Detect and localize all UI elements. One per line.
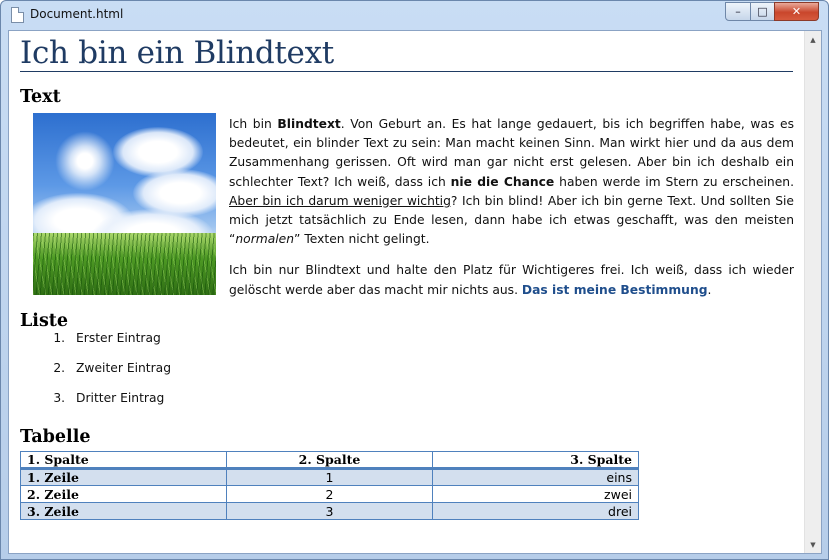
table-row <box>21 486 639 503</box>
table-cell: 2 <box>227 486 433 503</box>
document-content <box>9 31 805 553</box>
sun <box>55 131 115 191</box>
page-title: Ich bin ein Blindtext <box>20 35 793 72</box>
table-cell: 3. Zeile <box>21 503 227 520</box>
bold-text: Blindtext <box>277 117 341 131</box>
table-cell: 2. Zeile <box>21 486 227 503</box>
window-title: Document.html <box>30 7 124 21</box>
highlight-text: Das ist meine Bestimmung <box>521 282 708 297</box>
text-run: . Von Geburt an. Es hat lange gedauert, bis ich begriffen habe, was es bedeutet, ein blinder Text zu sein: Man macht keinen Sinn. Man wirkt hier und da aus dem Zusammenhang gerissen. Oft wird man gar nicht erst gelesen. Aber bin ich deshalb ein schlechter Text? Ich weiß, dass ich <box>229 117 794 189</box>
italic-text: normalen <box>235 232 295 247</box>
section-heading-table: Tabelle <box>20 427 91 447</box>
scroll-up-icon[interactable]: ▲ <box>810 35 816 44</box>
table-cell: drei <box>433 503 639 520</box>
table-cell: zwei <box>433 486 639 503</box>
data-table <box>20 451 639 520</box>
text-run: . <box>707 282 712 297</box>
title-bar[interactable] <box>1 1 828 29</box>
table-cell: 1 <box>227 469 433 486</box>
paragraph-2 <box>229 261 794 299</box>
list-item: 2. Zweiter Eintrag <box>69 361 171 391</box>
scroll-down-icon[interactable]: ▼ <box>810 540 816 549</box>
bold-text: nie die Chance <box>450 174 555 189</box>
table-header-cell: 2. Spalte <box>227 452 433 469</box>
text-block <box>229 115 794 312</box>
grass <box>33 233 216 295</box>
table-cell: 1. Zeile <box>21 469 227 486</box>
text-run: ” Texten nicht gelingt. <box>294 232 430 247</box>
table-header-row <box>21 452 639 469</box>
close-button[interactable]: ✕ <box>774 2 819 21</box>
minimize-button[interactable]: – <box>725 2 751 21</box>
section-heading-text: Text <box>20 87 61 107</box>
text-run: haben werde im Stern zu erscheinen. <box>554 174 794 189</box>
document-view <box>8 30 822 554</box>
table-header-cell: 3. Spalte <box>433 452 639 469</box>
text-run: ? Ich bin blind! Aber ich bin gerne Text. Und sollten Sie mich jetzt tatsächlich zu Ende lesen, dann habe ich etwas geschafft, was den meisten “ <box>229 193 794 247</box>
vertical-scrollbar[interactable] <box>804 31 821 553</box>
paragraph-1 <box>229 115 794 249</box>
maximize-button[interactable]: □ <box>750 2 775 21</box>
table-cell: eins <box>433 469 639 486</box>
text-run: Ich bin <box>229 117 278 131</box>
list-item: 3. Dritter Eintrag <box>69 391 171 421</box>
ordered-list <box>37 331 171 421</box>
table-header-cell: 1. Spalte <box>21 452 227 469</box>
list-item: 1. Erster Eintrag <box>69 331 171 361</box>
sky-grass-image <box>33 113 216 295</box>
text-run: Ich bin nur Blindtext und halte den Platz für Wichtigeres frei. Ich weiß, dass ich wieder gelöscht werde aber das macht mir nichts aus. <box>229 263 794 297</box>
section-heading-list: Liste <box>20 311 69 331</box>
underlined-text: Aber bin ich darum weniger wichtig <box>229 193 451 208</box>
table-row <box>21 503 639 520</box>
table-cell: 3 <box>227 503 433 520</box>
table-row <box>21 469 639 486</box>
document-icon <box>11 7 24 23</box>
